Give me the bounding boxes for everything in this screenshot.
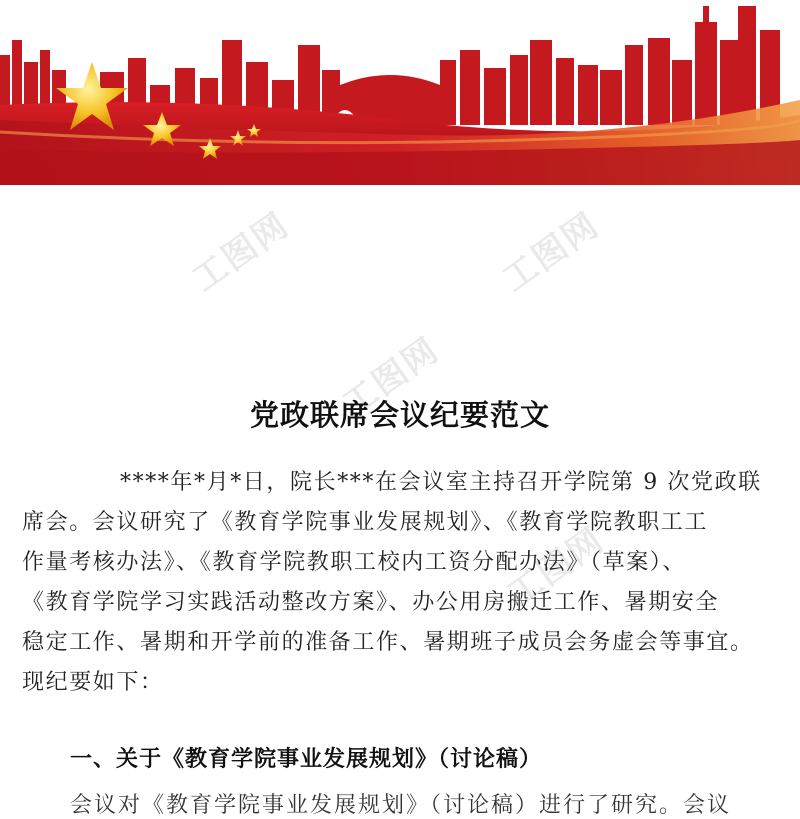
- watermark-text: 工图网: [500, 520, 612, 615]
- paragraph-line: 稳定工作、暑期和开学前的准备工作、暑期班子成员会务虚会等事宜。: [22, 630, 754, 655]
- watermark-text: 工图网: [335, 330, 447, 425]
- document-paragraph: [22, 463, 782, 703]
- document-title: 党政联席会议纪要范文: [249, 398, 550, 432]
- section-heading: 一、关于《教育学院事业发展规划》（讨论稿）: [70, 747, 543, 772]
- paragraph-line: 《教育学院学习实践活动整改方案》、办公用房搬迁工作、暑期安全: [22, 590, 720, 615]
- paragraph-line: 现纪要如下：: [22, 670, 164, 695]
- city-skyline-banner: [0, 0, 800, 185]
- paragraph-line-partial: 会议对《教育学院事业发展规划》（讨论稿）进行了研究。会议: [70, 793, 732, 818]
- paragraph-line: ****年*月*日，院长***在会议室主持召开学院第 9 次党政联: [120, 470, 762, 495]
- watermark-text: 工图网: [495, 205, 607, 300]
- paragraph-line: 作量考核办法》、《教育学院教职工校内工资分配办法》（草案）、: [22, 550, 687, 575]
- watermark-text: 工图网: [185, 205, 297, 300]
- header-banner: [0, 0, 800, 185]
- paragraph-line: 席会。会议研究了《教育学院事业发展规划》、《教育学院教职工工: [22, 510, 709, 535]
